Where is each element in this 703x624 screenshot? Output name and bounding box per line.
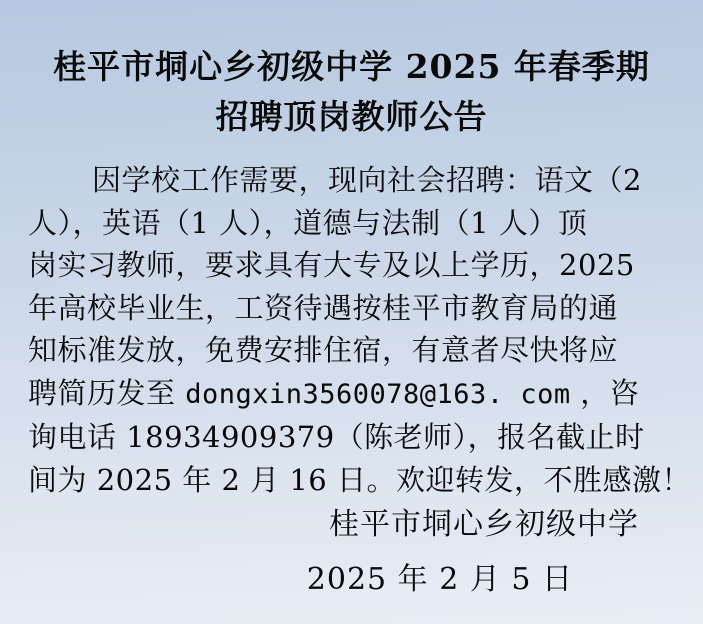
signature-school-name: 桂平市垌心乡初级中学 bbox=[329, 507, 639, 542]
body-line-2: 人），英语（1 人），道德与法制（1 人）顶 bbox=[28, 205, 588, 240]
signature-date: 2025 年 2 月 5 日 bbox=[306, 562, 573, 597]
body-line-5: 知标准发放，免费安排住宿，有意者尽快将应 bbox=[28, 333, 619, 367]
announcement-title bbox=[0, 0, 703, 142]
body-line-8: 间为 2025 年 2 月 16 日。欢迎转发，不胜感激！ bbox=[28, 462, 691, 497]
title-line-2: 招聘顶岗教师公告 bbox=[215, 97, 488, 136]
body-line-3: 岗实习教师，要求具有大专及以上学历，2025 bbox=[28, 248, 635, 282]
body-line-6 bbox=[28, 372, 675, 417]
signature-block bbox=[0, 503, 703, 601]
body-line-6-prefix: 聘简历发至 bbox=[28, 375, 186, 410]
announcement-body bbox=[0, 159, 703, 501]
body-line-4: 年高校毕业生，工资待遇按桂平市教育局的通 bbox=[28, 290, 619, 325]
body-line-7: 询电话 18934909379（陈老师），报名截止时 bbox=[28, 420, 645, 454]
body-line-1: 因学校工作需要，现向社会招聘：语文（2 bbox=[92, 163, 642, 197]
title-line-1: 桂平市垌心乡初级中学 2025 年春季期 bbox=[53, 47, 650, 86]
body-line-6-suffix: ，咨 bbox=[570, 375, 640, 410]
email-address: dongxin3560078@163. com bbox=[185, 378, 571, 410]
